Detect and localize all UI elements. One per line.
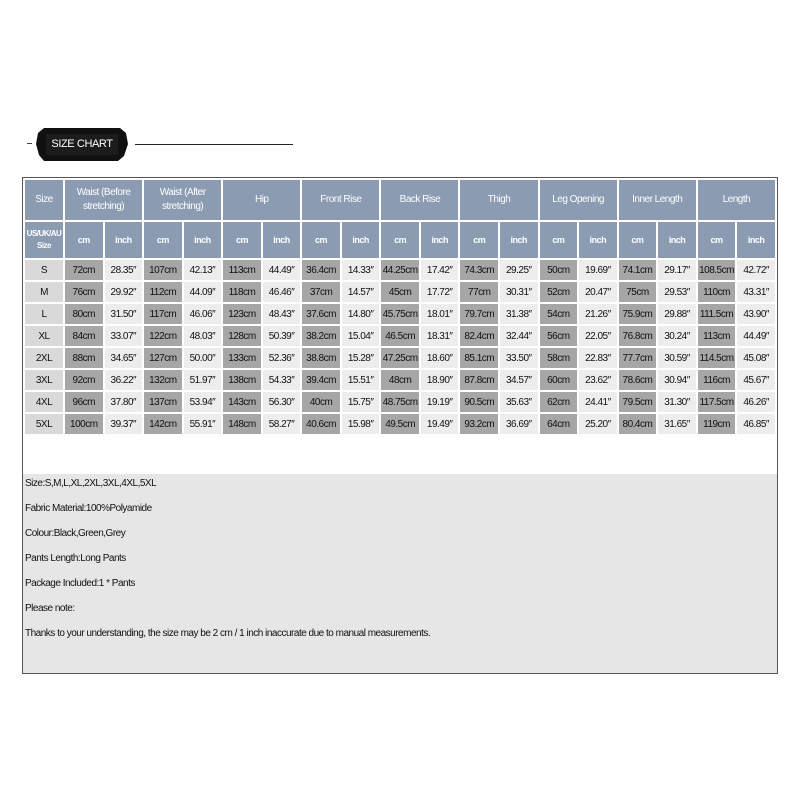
unit-cm-label: cm — [540, 222, 578, 258]
inch-value-cell: 20.47″ — [579, 282, 617, 302]
cm-value-cell: 46.5cm — [381, 326, 419, 346]
cm-value-cell: 93.2cm — [460, 414, 498, 434]
cm-value-cell: 40.6cm — [302, 414, 340, 434]
inch-value-cell: 54.33″ — [263, 370, 301, 390]
unit-cm-label: cm — [65, 222, 103, 258]
column-header: Leg Opening — [540, 180, 617, 220]
cm-value-cell: 77.7cm — [619, 348, 657, 368]
inch-value-cell: 15.51″ — [342, 370, 380, 390]
inch-value-cell: 28.35″ — [105, 260, 143, 280]
table-row — [25, 260, 775, 280]
cm-value-cell: 85.1cm — [460, 348, 498, 368]
note-line: Thanks to your understanding, the size may be 2 cm / 1 inch inaccurate due to manual measurements. — [25, 628, 431, 639]
cm-value-cell: 48cm — [381, 370, 419, 390]
cm-value-cell: 138cm — [223, 370, 261, 390]
cm-value-cell: 38.2cm — [302, 326, 340, 346]
cm-value-cell: 132cm — [144, 370, 182, 390]
header-dash — [27, 143, 32, 144]
note-line: Please note: — [25, 603, 75, 614]
table-row — [25, 326, 775, 346]
inch-value-cell: 37.80″ — [105, 392, 143, 412]
cm-value-cell: 90.5cm — [460, 392, 498, 412]
inch-value-cell: 14.57″ — [342, 282, 380, 302]
table-row — [25, 370, 775, 390]
cm-value-cell: 50cm — [540, 260, 578, 280]
column-header: Hip — [223, 180, 300, 220]
inch-value-cell: 42.13″ — [184, 260, 222, 280]
cm-value-cell: 118cm — [223, 282, 261, 302]
inch-value-cell: 19.19″ — [421, 392, 459, 412]
column-header: Size — [25, 180, 63, 220]
inch-value-cell: 29.88″ — [658, 304, 696, 324]
cm-value-cell: 110cm — [698, 282, 736, 302]
table-row — [25, 414, 775, 434]
cm-value-cell: 108.5cm — [698, 260, 736, 280]
inch-value-cell: 46.85″ — [737, 414, 775, 434]
inch-value-cell: 31.30″ — [658, 392, 696, 412]
unit-inch-label: inch — [342, 222, 380, 258]
inch-value-cell: 19.49″ — [421, 414, 459, 434]
column-header: Waist (After stretching) — [144, 180, 221, 220]
inch-value-cell: 44.49″ — [263, 260, 301, 280]
size-cell: XL — [25, 326, 63, 346]
inch-value-cell: 36.22″ — [105, 370, 143, 390]
inch-value-cell: 45.08″ — [737, 348, 775, 368]
cm-value-cell: 133cm — [223, 348, 261, 368]
inch-value-cell: 18.31″ — [421, 326, 459, 346]
inch-value-cell: 32.44″ — [500, 326, 538, 346]
size-system-label: US/UK/AU Size — [25, 222, 63, 258]
cm-value-cell: 117.5cm — [698, 392, 736, 412]
cm-value-cell: 88cm — [65, 348, 103, 368]
size-cell: 4XL — [25, 392, 63, 412]
cm-value-cell: 56cm — [540, 326, 578, 346]
unit-cm-label: cm — [619, 222, 657, 258]
note-line: Colour:Black,Green,Grey — [25, 528, 126, 539]
cm-value-cell: 39.4cm — [302, 370, 340, 390]
unit-inch-label: inch — [184, 222, 222, 258]
inch-value-cell: 29.17″ — [658, 260, 696, 280]
note-line: Fabric Material:100%Polyamide — [25, 503, 152, 514]
unit-cm-label: cm — [698, 222, 736, 258]
cm-value-cell: 49.5cm — [381, 414, 419, 434]
inch-value-cell: 30.94″ — [658, 370, 696, 390]
size-cell: 3XL — [25, 370, 63, 390]
cm-value-cell: 117cm — [144, 304, 182, 324]
inch-value-cell: 17.42″ — [421, 260, 459, 280]
inch-value-cell: 46.06″ — [184, 304, 222, 324]
cm-value-cell: 122cm — [144, 326, 182, 346]
inch-value-cell: 29.92″ — [105, 282, 143, 302]
cm-value-cell: 60cm — [540, 370, 578, 390]
unit-cm-label: cm — [144, 222, 182, 258]
inch-value-cell: 50.39″ — [263, 326, 301, 346]
inch-value-cell: 44.49″ — [737, 326, 775, 346]
cm-value-cell: 142cm — [144, 414, 182, 434]
inch-value-cell: 39.37″ — [105, 414, 143, 434]
unit-inch-label: inch — [737, 222, 775, 258]
cm-value-cell: 48.75cm — [381, 392, 419, 412]
cm-value-cell: 64cm — [540, 414, 578, 434]
inch-value-cell: 46.26″ — [737, 392, 775, 412]
cm-value-cell: 113cm — [223, 260, 261, 280]
size-cell: M — [25, 282, 63, 302]
inch-value-cell: 51.97″ — [184, 370, 222, 390]
inch-value-cell: 15.04″ — [342, 326, 380, 346]
unit-inch-label: inch — [658, 222, 696, 258]
inch-value-cell: 46.46″ — [263, 282, 301, 302]
inch-value-cell: 45.67″ — [737, 370, 775, 390]
cm-value-cell: 75.9cm — [619, 304, 657, 324]
size-chart-table-frame — [22, 177, 778, 674]
inch-value-cell: 34.57″ — [500, 370, 538, 390]
inch-value-cell: 14.80″ — [342, 304, 380, 324]
cm-value-cell: 148cm — [223, 414, 261, 434]
unit-cm-label: cm — [381, 222, 419, 258]
inch-value-cell: 17.72″ — [421, 282, 459, 302]
header-rule — [135, 144, 293, 145]
cm-value-cell: 37cm — [302, 282, 340, 302]
product-notes — [23, 474, 777, 673]
inch-value-cell: 36.69″ — [500, 414, 538, 434]
inch-value-cell: 44.09″ — [184, 282, 222, 302]
unit-header-row — [25, 222, 775, 258]
inch-value-cell: 55.91″ — [184, 414, 222, 434]
inch-value-cell: 24.41″ — [579, 392, 617, 412]
cm-value-cell: 74.1cm — [619, 260, 657, 280]
inch-value-cell: 30.24″ — [658, 326, 696, 346]
inch-value-cell: 34.65″ — [105, 348, 143, 368]
inch-value-cell: 31.50″ — [105, 304, 143, 324]
cm-value-cell: 92cm — [65, 370, 103, 390]
cm-value-cell: 137cm — [144, 392, 182, 412]
size-cell: 5XL — [25, 414, 63, 434]
note-line: Pants Length:Long Pants — [25, 553, 126, 564]
cm-value-cell: 113cm — [698, 326, 736, 346]
cm-value-cell: 79.7cm — [460, 304, 498, 324]
unit-cm-label: cm — [223, 222, 261, 258]
inch-value-cell: 31.65″ — [658, 414, 696, 434]
cm-value-cell: 80cm — [65, 304, 103, 324]
table-row — [25, 282, 775, 302]
inch-value-cell: 29.53″ — [658, 282, 696, 302]
unit-cm-label: cm — [302, 222, 340, 258]
size-chart-table — [23, 178, 777, 436]
unit-inch-label: inch — [579, 222, 617, 258]
inch-value-cell: 31.38″ — [500, 304, 538, 324]
cm-value-cell: 80.4cm — [619, 414, 657, 434]
cm-value-cell: 127cm — [144, 348, 182, 368]
inch-value-cell: 42.72″ — [737, 260, 775, 280]
inch-value-cell: 15.75″ — [342, 392, 380, 412]
column-header: Waist (Before stretching) — [65, 180, 142, 220]
table-row — [25, 392, 775, 412]
inch-value-cell: 33.50″ — [500, 348, 538, 368]
inch-value-cell: 33.07″ — [105, 326, 143, 346]
cm-value-cell: 44.25cm — [381, 260, 419, 280]
inch-value-cell: 50.00″ — [184, 348, 222, 368]
size-cell: 2XL — [25, 348, 63, 368]
cm-value-cell: 52cm — [540, 282, 578, 302]
inch-value-cell: 35.63″ — [500, 392, 538, 412]
inch-value-cell: 48.43″ — [263, 304, 301, 324]
column-header: Inner Length — [619, 180, 696, 220]
table-header-row — [25, 180, 775, 220]
cm-value-cell: 87.8cm — [460, 370, 498, 390]
inch-value-cell: 58.27″ — [263, 414, 301, 434]
cm-value-cell: 40cm — [302, 392, 340, 412]
cm-value-cell: 114.5cm — [698, 348, 736, 368]
cm-value-cell: 75cm — [619, 282, 657, 302]
inch-value-cell: 23.62″ — [579, 370, 617, 390]
cm-value-cell: 77cm — [460, 282, 498, 302]
inch-value-cell: 30.59″ — [658, 348, 696, 368]
cm-value-cell: 37.6cm — [302, 304, 340, 324]
cm-value-cell: 76cm — [65, 282, 103, 302]
inch-value-cell: 25.20″ — [579, 414, 617, 434]
unit-inch-label: inch — [421, 222, 459, 258]
cm-value-cell: 38.8cm — [302, 348, 340, 368]
inch-value-cell: 21.26″ — [579, 304, 617, 324]
cm-value-cell: 96cm — [65, 392, 103, 412]
size-cell: S — [25, 260, 63, 280]
cm-value-cell: 128cm — [223, 326, 261, 346]
column-header: Back Rise — [381, 180, 458, 220]
inch-value-cell: 19.69″ — [579, 260, 617, 280]
inch-value-cell: 53.94″ — [184, 392, 222, 412]
column-header: Length — [698, 180, 775, 220]
inch-value-cell: 15.28″ — [342, 348, 380, 368]
note-line: Package Included:1 * Pants — [25, 578, 135, 589]
cm-value-cell: 36.4cm — [302, 260, 340, 280]
cm-value-cell: 62cm — [540, 392, 578, 412]
cm-value-cell: 119cm — [698, 414, 736, 434]
inch-value-cell: 22.05″ — [579, 326, 617, 346]
size-chart-title: SIZE CHART — [51, 138, 113, 150]
cm-value-cell: 112cm — [144, 282, 182, 302]
cm-value-cell: 123cm — [223, 304, 261, 324]
inch-value-cell: 52.36″ — [263, 348, 301, 368]
inch-value-cell: 18.90″ — [421, 370, 459, 390]
inch-value-cell: 43.90″ — [737, 304, 775, 324]
inch-value-cell: 30.31″ — [500, 282, 538, 302]
size-cell: L — [25, 304, 63, 324]
inch-value-cell: 22.83″ — [579, 348, 617, 368]
cm-value-cell: 82.4cm — [460, 326, 498, 346]
column-header: Thigh — [460, 180, 537, 220]
inch-value-cell: 43.31″ — [737, 282, 775, 302]
table-row — [25, 304, 775, 324]
cm-value-cell: 100cm — [65, 414, 103, 434]
size-chart-badge — [36, 128, 128, 161]
cm-value-cell: 76.8cm — [619, 326, 657, 346]
unit-cm-label: cm — [460, 222, 498, 258]
cm-value-cell: 116cm — [698, 370, 736, 390]
inch-value-cell: 48.03″ — [184, 326, 222, 346]
cm-value-cell: 58cm — [540, 348, 578, 368]
column-header: Front Rise — [302, 180, 379, 220]
inch-value-cell: 14.33″ — [342, 260, 380, 280]
cm-value-cell: 47.25cm — [381, 348, 419, 368]
cm-value-cell: 45.75cm — [381, 304, 419, 324]
note-line: Size:S,M,L,XL,2XL,3XL,4XL,5XL — [25, 478, 157, 489]
table-row — [25, 348, 775, 368]
cm-value-cell: 143cm — [223, 392, 261, 412]
cm-value-cell: 72cm — [65, 260, 103, 280]
inch-value-cell: 15.98″ — [342, 414, 380, 434]
cm-value-cell: 74.3cm — [460, 260, 498, 280]
cm-value-cell: 54cm — [540, 304, 578, 324]
cm-value-cell: 45cm — [381, 282, 419, 302]
unit-inch-label: inch — [263, 222, 301, 258]
inch-value-cell: 29.25″ — [500, 260, 538, 280]
inch-value-cell: 18.60″ — [421, 348, 459, 368]
cm-value-cell: 79.5cm — [619, 392, 657, 412]
inch-value-cell: 56.30″ — [263, 392, 301, 412]
unit-inch-label: inch — [500, 222, 538, 258]
unit-inch-label: inch — [105, 222, 143, 258]
inch-value-cell: 18.01″ — [421, 304, 459, 324]
cm-value-cell: 111.5cm — [698, 304, 736, 324]
cm-value-cell: 78.6cm — [619, 370, 657, 390]
cm-value-cell: 84cm — [65, 326, 103, 346]
cm-value-cell: 107cm — [144, 260, 182, 280]
